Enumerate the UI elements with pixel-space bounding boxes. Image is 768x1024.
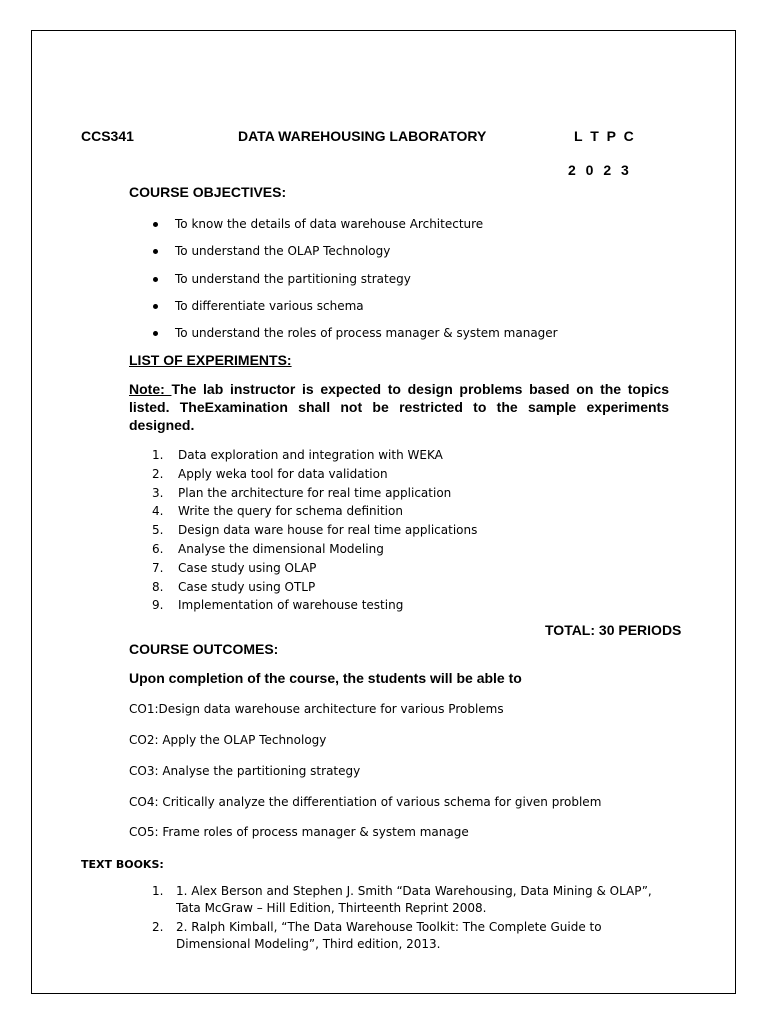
- outcome-item: CO1:Design data warehouse architecture for various Problems: [129, 702, 504, 716]
- objective-item: To understand the partitioning strategy: [150, 271, 558, 298]
- course-code: CCS341: [81, 128, 134, 144]
- experiment-item: 1. Data exploration and integration with WEKA: [152, 448, 443, 462]
- experiment-item: 8. Case study using OTLP: [152, 579, 316, 594]
- objective-item: To know the details of data warehouse Architecture: [150, 216, 558, 243]
- objective-item: To differentiate various schema: [150, 298, 558, 325]
- experiment-item: 2. Apply weka tool for data validation: [152, 466, 388, 481]
- experiment-item: 6. Analyse the dimensional Modeling: [152, 541, 384, 556]
- textbook-item: 2. 2. Ralph Kimball, “The Data Warehouse Toolkit: The Complete Guide to Dimensional Modeling”, Third edition, 2013.: [152, 920, 602, 951]
- ltpc-labels: L T P C: [574, 128, 634, 144]
- experiments-list: [152, 447, 477, 616]
- outcome-item: CO3: Analyse the partitioning strategy: [129, 764, 361, 778]
- textbook-item: 1. 1. Alex Berson and Stephen J. Smith “Data Warehousing, Data Mining & OLAP”, Tata McGraw – Hill Edition, Thirteenth Reprint 2008.: [152, 884, 652, 915]
- note-paragraph: [129, 380, 669, 434]
- outcomes-intro: Upon completion of the course, the students will be able to: [129, 670, 522, 686]
- note-text: The lab instructor is expected to design problems based on the topics listed. TheExamination shall not be restricted to the sample experiments designed.: [129, 381, 669, 433]
- course-title: DATA WAREHOUSING LABORATORY: [238, 128, 487, 144]
- experiment-item: 5. Design data ware house for real time applications: [152, 523, 478, 538]
- objective-item: To understand the OLAP Technology: [150, 243, 558, 270]
- experiment-item: 3. Plan the architecture for real time application: [152, 485, 452, 500]
- objectives-heading: COURSE OBJECTIVES:: [129, 184, 287, 200]
- experiments-heading: LIST OF EXPERIMENTS:: [129, 352, 292, 368]
- textbooks-list: [152, 883, 672, 955]
- outcomes-heading: COURSE OUTCOMES:: [129, 641, 279, 657]
- outcome-item: CO4: Critically analyze the differentiation of various schema for given problem: [129, 795, 602, 809]
- ltpc-values: 2 0 2 3: [568, 162, 629, 178]
- note-label: Note:: [129, 381, 172, 397]
- outcome-item: CO5: Frame roles of process manager & system manage: [129, 825, 469, 839]
- experiment-item: 4. Write the query for schema definition: [152, 504, 403, 519]
- outcome-item: CO2: Apply the OLAP Technology: [129, 733, 327, 747]
- experiment-item: 7. Case study using OLAP: [152, 560, 317, 575]
- objective-item: To understand the roles of process manager & system manager: [150, 325, 558, 352]
- textbooks-heading: TEXT BOOKS:: [81, 858, 164, 871]
- experiment-item: 9. Implementation of warehouse testing: [152, 598, 404, 613]
- objectives-list: [150, 216, 558, 352]
- total-periods: TOTAL: 30 PERIODS: [545, 622, 682, 638]
